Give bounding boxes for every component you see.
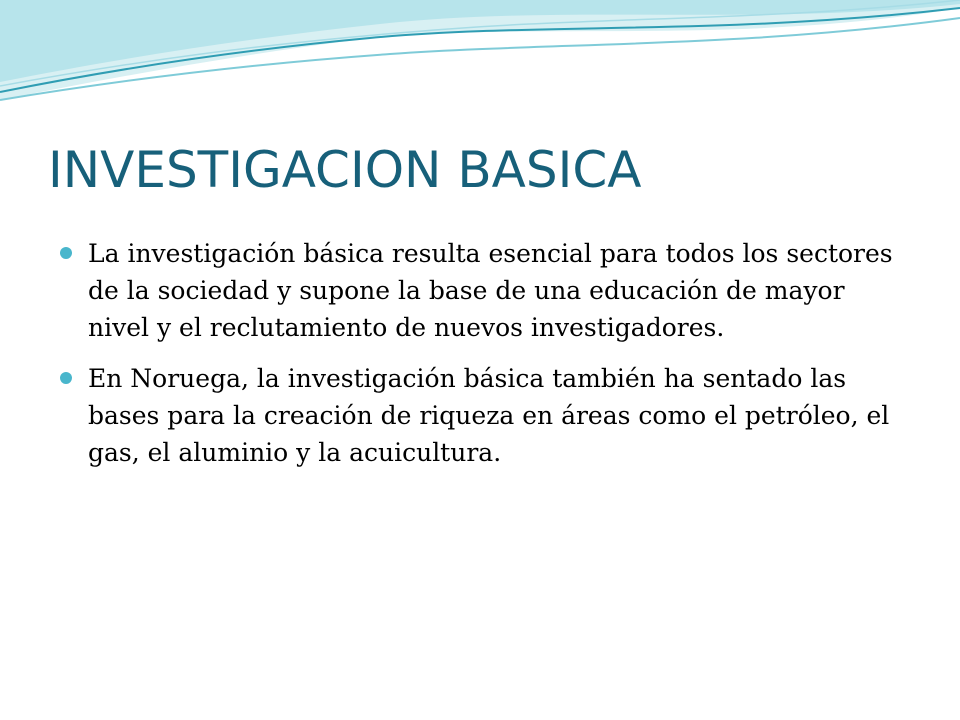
circle-bullet-icon	[60, 247, 72, 259]
slide-title: INVESTIGACION BASICA	[48, 141, 642, 199]
bullet-text: En Noruega, la investigación básica también ha sentado las bases para la creación de riqueza en áreas como el petróleo, el gas, el aluminio y la acuicultura.	[88, 364, 890, 467]
wave-decoration	[0, 0, 960, 120]
bullet-list	[60, 235, 910, 485]
bullet-text: La investigación básica resulta esencial para todos los sectores de la sociedad y supone la base de una educación de mayor nivel y el reclutamiento de nuevos investigadores.	[88, 239, 893, 342]
circle-bullet-icon	[60, 372, 72, 384]
bullet-item	[60, 235, 910, 346]
bullet-item	[60, 360, 910, 471]
